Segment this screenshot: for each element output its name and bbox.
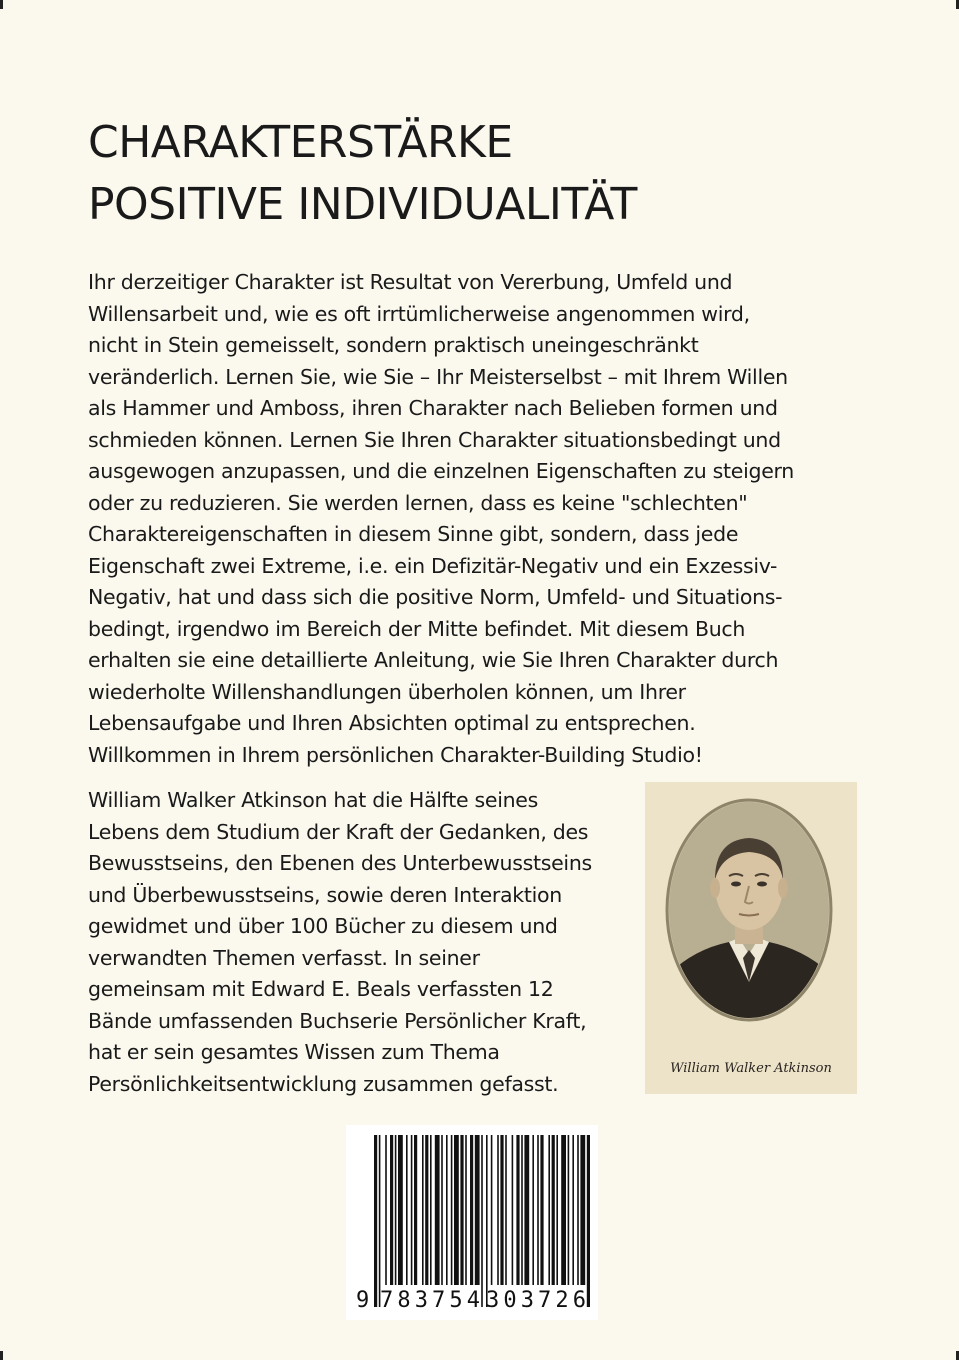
- barcode-bar: [505, 1135, 507, 1285]
- barcode-bar: [572, 1135, 574, 1285]
- blurb-line: Charaktereigenschaften in diesem Sinne gibt, sondern, dass jede: [88, 522, 739, 546]
- barcode-bar: [540, 1135, 543, 1285]
- bio-line: gewidmet und über 100 Bücher zu diesem und: [88, 914, 558, 938]
- barcode-bar: [379, 1135, 381, 1307]
- barcode-bar: [524, 1135, 529, 1285]
- barcode-bar: [552, 1135, 555, 1285]
- barcode-bar: [497, 1135, 499, 1285]
- author-bio: [88, 785, 628, 1100]
- bio-line: gemeinsam mit Edward E. Beals verfassten 12: [88, 977, 554, 1001]
- barcode-bar: [470, 1135, 473, 1285]
- barcode-bar: [374, 1135, 377, 1307]
- barcode-bar: [500, 1135, 503, 1285]
- barcode-bar: [491, 1135, 493, 1285]
- author-portrait: [645, 782, 857, 1094]
- barcode-bar: [390, 1135, 393, 1285]
- barcode-bar: [516, 1135, 519, 1285]
- isbn-barcode: [346, 1125, 598, 1320]
- blurb-line: Lebensaufgabe und Ihren Absichten optimal zu entsprechen.: [88, 711, 696, 735]
- barcode-bar: [577, 1135, 579, 1285]
- crop-mark-top-left: [0, 0, 3, 9]
- barcode-bar: [465, 1135, 467, 1285]
- barcode-bar: [561, 1135, 566, 1285]
- crop-mark-bottom-left: [0, 1351, 3, 1360]
- blurb-line: Willkommen in Ihrem persönlichen Charakter-Building Studio!: [88, 742, 703, 767]
- portrait-illustration: [645, 782, 857, 1094]
- barcode-bar: [435, 1135, 440, 1285]
- barcode-bar: [441, 1135, 443, 1285]
- barcode-bar: [568, 1135, 570, 1285]
- blurb-line: Willensarbeit und, wie es oft irrtümlicherweise angenommen wird,: [88, 301, 750, 326]
- barcode-bar: [486, 1135, 488, 1307]
- blurb-line: schmieden können. Lernen Sie Ihren Charakter situationsbedingt und: [88, 427, 781, 452]
- barcode-bar: [454, 1135, 459, 1285]
- title-line-2: POSITIVE INDIVIDUALITÄT: [88, 179, 637, 230]
- blurb-line: nicht in Stein gemeisselt, sondern praktisch uneingeschränkt: [88, 333, 699, 357]
- barcode-bar: [532, 1135, 534, 1285]
- blurb-paragraph: [88, 267, 888, 771]
- blurb-line: als Hammer und Amboss, ihren Charakter nach Belieben formen und: [88, 396, 778, 420]
- barcode-bar: [406, 1135, 408, 1285]
- blurb-line: Eigenschaft zwei Extreme, i.e. ein Defizitär-Negativ und ein Exzessiv-: [88, 553, 778, 578]
- blurb-line: Ihr derzeitiger Charakter ist Resultat von Vererbung, Umfeld und: [88, 270, 733, 294]
- bio-line: William Walker Atkinson hat die Hälfte seines: [88, 788, 538, 812]
- barcode-bar: [460, 1135, 463, 1285]
- blurb-line: veränderlich. Lernen Sie, wie Sie – Ihr Meisterselbst – mit Ihrem Willen: [88, 364, 788, 389]
- barcode-bar: [587, 1135, 590, 1307]
- blurb-line: ausgewogen anzupassen, und die einzelnen Eigenschaften zu steigern: [88, 459, 794, 483]
- blurb-line: erhalten sie eine detaillierte Anleitung, wie Sie Ihren Charakter durch: [88, 648, 779, 672]
- barcode-bar: [422, 1135, 424, 1285]
- bio-line: Bewusstseins, den Ebenen des Unterbewusstseins: [88, 851, 592, 875]
- blurb-line: bedingt, irgendwo im Bereich der Mitte befindet. Mit diesem Buch: [88, 616, 746, 641]
- barcode-bar: [512, 1135, 514, 1285]
- barcode-bar: [398, 1135, 403, 1285]
- barcode-bar: [537, 1135, 539, 1285]
- author-signature: William Walker Atkinson: [670, 1061, 832, 1076]
- bio-line: verwandten Themen verfasst. In seiner: [88, 945, 480, 970]
- barcode-bars: [346, 1125, 598, 1320]
- barcode-bar: [430, 1135, 432, 1285]
- barcode-first-digit: 9: [356, 1288, 370, 1313]
- bio-line: Lebens dem Studium der Kraft der Gedanken, des: [88, 819, 589, 844]
- barcode-digits-left: 783754: [380, 1288, 480, 1313]
- barcode-bar: [521, 1135, 523, 1285]
- blurb-line: oder zu reduzieren. Sie werden lernen, dass es keine "schlechten": [88, 490, 748, 515]
- bio-line: Persönlichkeitsentwicklung zusammen gefasst.: [88, 1071, 559, 1096]
- bio-line: und Überbewusstseins, sowie deren Interaktion: [88, 882, 562, 907]
- bio-line: hat er sein gesamtes Wissen zum Thema: [88, 1040, 500, 1064]
- barcode-bar: [475, 1135, 480, 1285]
- barcode-bar: [425, 1135, 428, 1285]
- barcode-bar: [395, 1135, 397, 1285]
- title-line-1: CHARAKTERSTÄRKE: [88, 117, 513, 168]
- barcode-bar: [411, 1135, 413, 1285]
- barcode-digits-right: 303726: [486, 1288, 586, 1313]
- blurb-line: wiederholte Willenshandlungen überholen können, um Ihrer: [88, 679, 686, 704]
- barcode-bar: [451, 1135, 453, 1285]
- barcode-bar: [481, 1135, 483, 1307]
- barcode-bar: [548, 1135, 550, 1285]
- barcode-bar: [446, 1135, 448, 1285]
- barcode-bar: [385, 1135, 387, 1285]
- barcode-bar: [580, 1135, 585, 1285]
- bio-line: Bände umfassenden Buchserie Persönlicher Kraft,: [88, 1008, 587, 1033]
- barcode-bar: [414, 1135, 417, 1285]
- barcode-bar: [556, 1135, 558, 1285]
- book-title: [88, 112, 637, 236]
- blurb-line: Negativ, hat und dass sich die positive Norm, Umfeld- und Situations-: [88, 585, 783, 609]
